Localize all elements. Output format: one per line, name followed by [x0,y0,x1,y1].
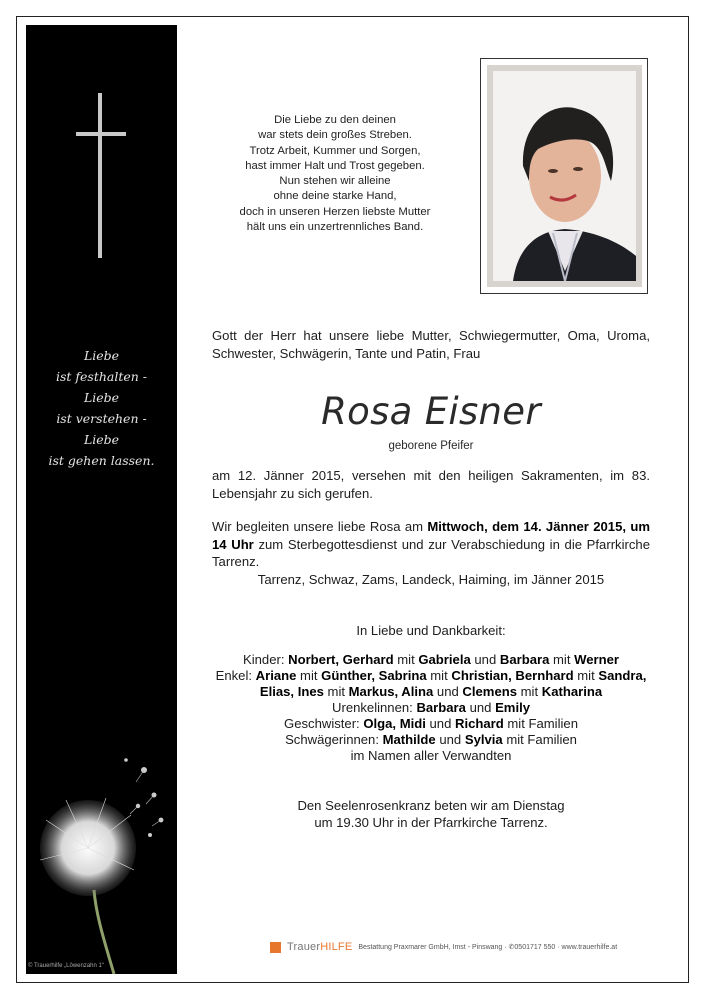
dandelion-image [26,740,177,974]
poem-line: hast immer Halt und Trost gegeben. [245,159,425,172]
announcement-text: Gott der Herr hat unsere liebe Mutter, Schwiegermutter, Oma, Uroma, Schwester, Schwägerin, Tante und Patin, Frau [212,328,650,361]
quote-line: Liebe [83,390,120,405]
poem-line: war stets dein großes Streben. [258,129,412,142]
poem [200,113,470,235]
funeral-date: Mittwoch, dem 14. Jänner 2015, um 14 Uhr [212,519,650,552]
quote-line: ist verstehen - [56,411,147,426]
family-relatives: im Namen aller Verwandten [350,748,512,763]
quote-line: ist festhalten - [55,369,148,384]
poem-line: hält uns ein unzertrennliches Band. [246,221,424,234]
footer-info: Bestattung Praxmarer GmbH, Imst - Pinswang · ✆0501717 550 · www.trauerhilfe.at [358,944,618,951]
funeral-prefix: Wir begleiten unsere liebe Rosa am [212,519,428,534]
poem-line: Nun stehen wir alleine [279,175,391,188]
footer [270,941,617,953]
maiden-name: geborene Pfeifer [388,440,474,452]
rosary-line: um 19.30 Uhr in der Pfarrkirche Tarrenz. [314,815,548,830]
death-note: am 12. Jänner 2015, versehen mit den heiligen Sakramenten, im 83. Lebensjahr zu sich gerufen. [212,468,650,501]
rosary-note [212,797,650,831]
family-grandchildren-cont: Elias, Ines mit Markus, Alina und Clemens mit Katharina [259,684,603,699]
family-siblings: Geschwister: Olga, Midi und Richard mit Familien [284,716,578,731]
family-great-grandchildren: Urenkelinnen: Barbara und Emily [332,700,530,715]
family-list [212,652,650,764]
quote-line: Liebe [83,348,120,363]
poem-line: ohne deine starke Hand, [273,190,397,203]
poem-line: doch in unseren Herzen liebste Mutter [239,205,431,218]
gratitude-line: In Liebe und Dankbarkeit: [356,623,506,638]
rosary-line: Den Seelenrosenkranz beten wir am Dienstag [297,798,565,813]
family-grandchildren: Enkel: Ariane mit Günther, Sabrina mit Christian, Bernhard mit Sandra, [215,668,647,683]
funeral-note [212,518,650,571]
deceased-name: Rosa Eisner [321,390,541,433]
place-date: Tarrenz, Schwaz, Zams, Landeck, Haiming, im Jänner 2015 [257,572,605,587]
cross-icon-bar [76,132,126,136]
footer-logo: TrauerHILFE [287,941,353,953]
funeral-suffix: zum Sterbegottesdienst und zur Verabschiedung in die Pfarrkirche Tarrenz. [212,536,650,569]
sidebar-quote [26,345,177,471]
poem-line: Die Liebe zu den deinen [274,114,396,126]
family-sisters-in-law: Schwägerinnen: Mathilde und Sylvia mit Familien [285,732,577,747]
cross-icon [98,93,102,258]
family-children: Kinder: Norbert, Gerhard mit Gabriela und Barbara mit Werner [242,652,619,667]
quote-line: ist gehen lassen. [48,453,155,468]
poem-line: Trotz Arbeit, Kummer und Sorgen, [249,144,421,157]
portrait-photo [493,71,636,281]
trauerhilfe-logo-icon [270,942,281,953]
quote-line: Liebe [83,432,120,447]
copyright-text: © Trauerhilfe „Löwenzahn 1“ [28,963,104,969]
